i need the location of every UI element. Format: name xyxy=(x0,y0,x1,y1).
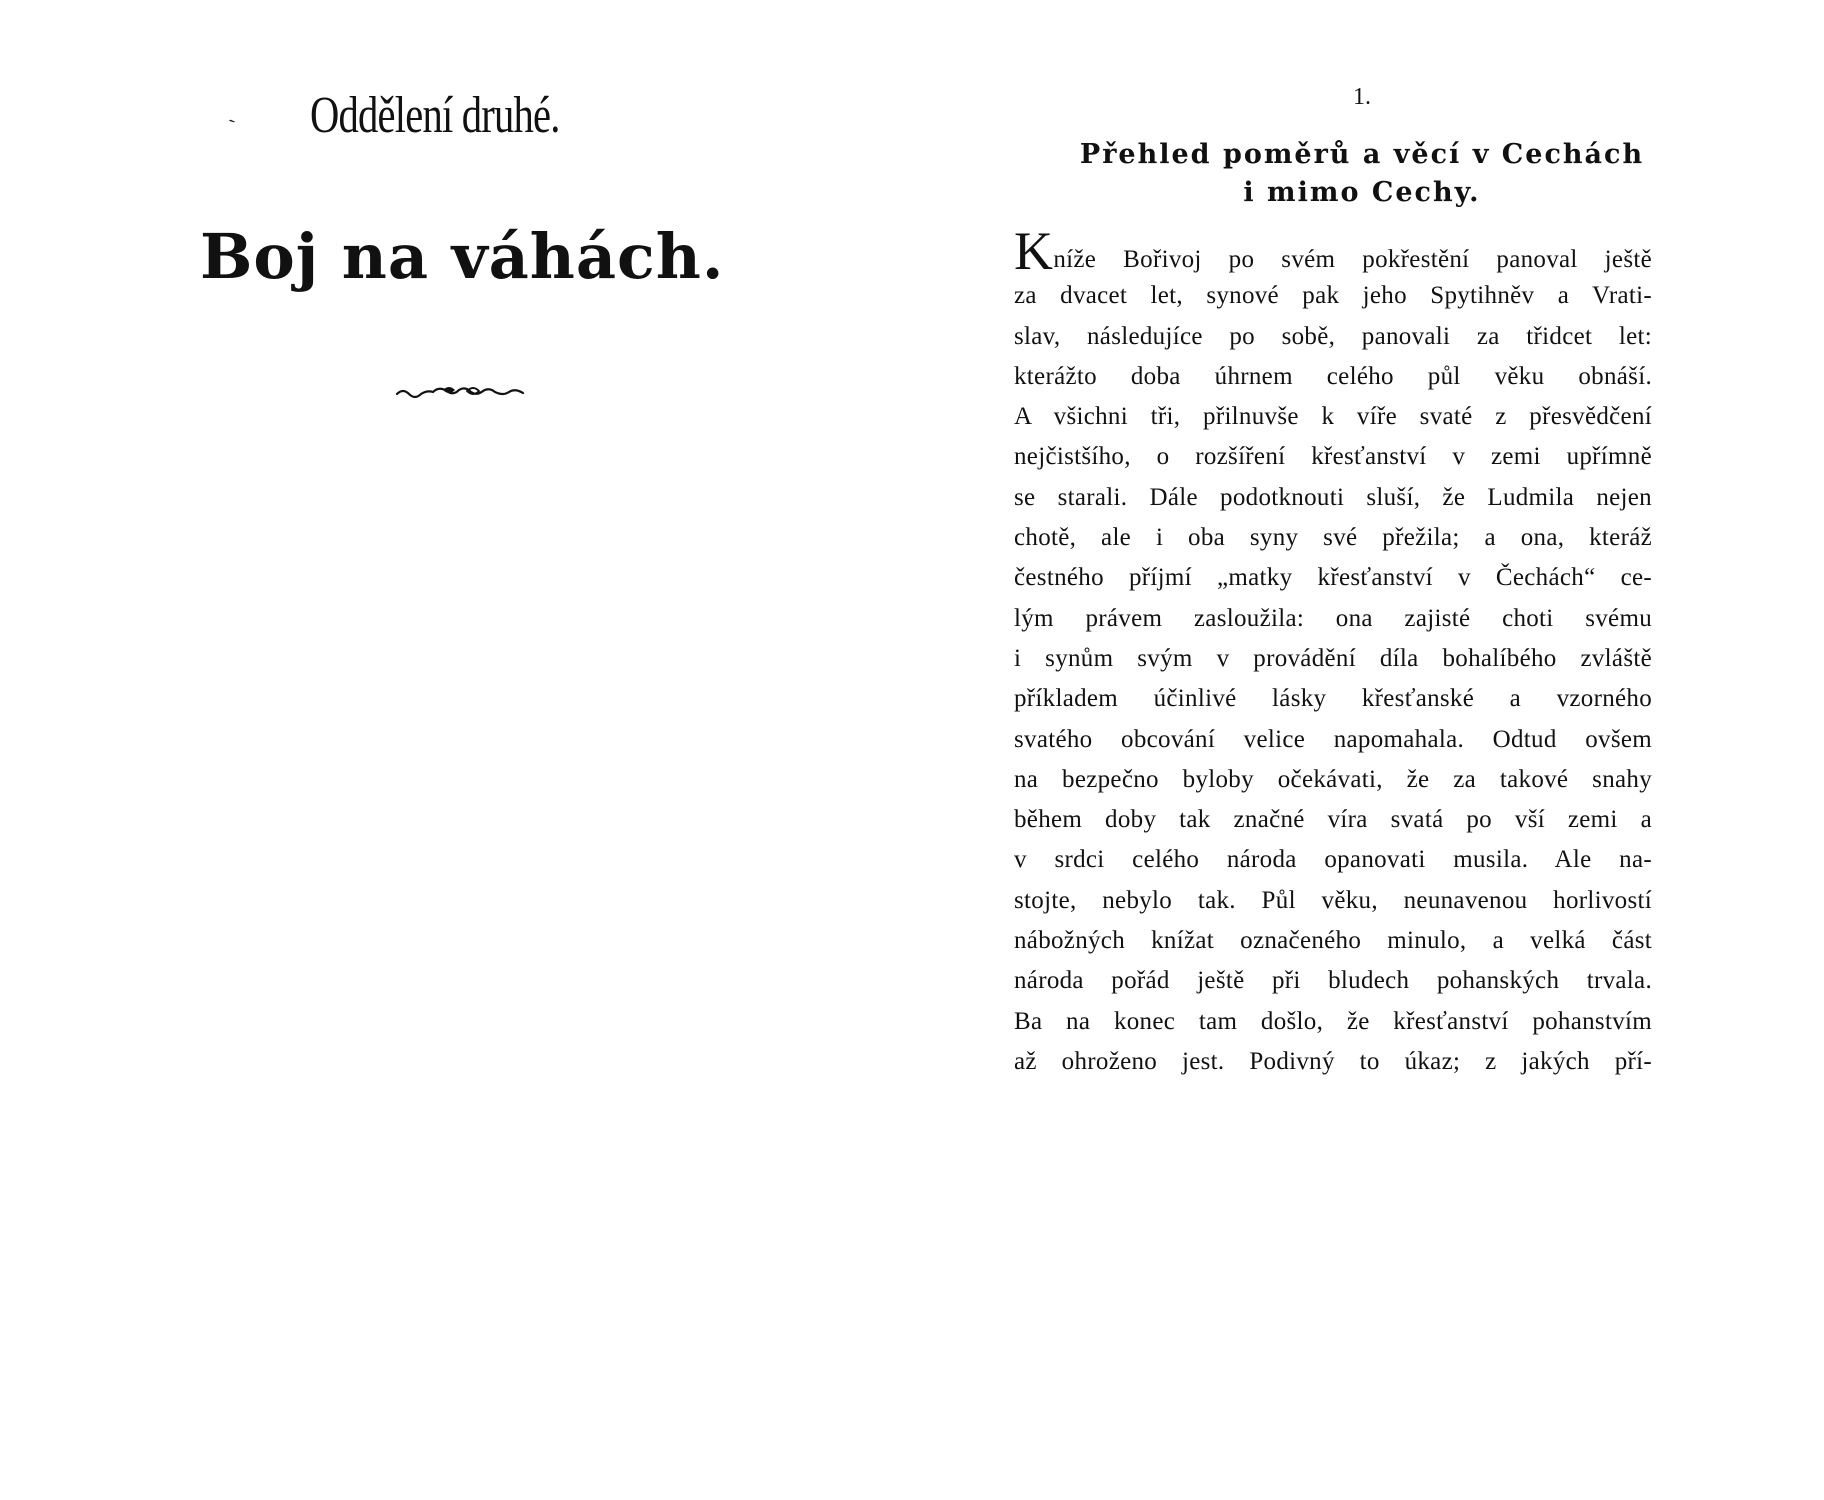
section-title: Boj na váhách. xyxy=(200,220,725,293)
body-text xyxy=(1014,221,1652,1082)
drop-initial: K xyxy=(1014,221,1054,281)
ornament-divider-icon xyxy=(395,380,525,404)
body-line: A všichni tři, přilnuvše k víře svaté z přesvědčení xyxy=(1014,403,1652,431)
body-line: stojte, nebylo tak. Půl věku, neunavenou horlivostí xyxy=(1014,886,1652,914)
body-line: za dvacet let, synové pak jeho Spytihněv a Vrati- xyxy=(1014,282,1652,310)
body-line: se starali. Dále podotknouti sluší, že Ludmila nejen xyxy=(1014,483,1652,511)
body-line: národa pořád ještě při bludech pohanských trvala. xyxy=(1014,967,1652,995)
body-line: čestného příjmí „matky křesťanství v Čechách“ ce- xyxy=(1014,564,1652,592)
body-line: na bezpečno byloby očekávati, že za takové snahy xyxy=(1014,765,1652,793)
body-line: Ba na konec tam došlo, že křesťanství pohanstvím xyxy=(1014,1007,1652,1035)
stray-mark: ` xyxy=(226,114,249,143)
body-line: kterážto doba úhrnem celého půl věku obnáší. xyxy=(1014,362,1652,390)
right-page xyxy=(912,0,1824,1500)
chapter-title-line-2: i mimo Cechy. xyxy=(1243,177,1481,208)
body-line: nejčistšího, o rozšíření křesťanství v zemi upřímně xyxy=(1014,443,1652,471)
body-line: nábožných knížat označeného minulo, a velká část xyxy=(1014,927,1652,955)
chapter-title-line-1: Přehled poměrů a věcí v Cechách xyxy=(1079,139,1645,170)
section-heading: Oddělení druhé. xyxy=(310,87,560,144)
body-line: svatého obcování velice napomahala. Odtud ovšem xyxy=(1014,725,1652,753)
body-line: i synům svým v provádění díla bohalíbého zvláště xyxy=(1014,644,1652,672)
body-line: lým právem zasloužila: ona zajisté choti svému xyxy=(1014,604,1652,632)
body-line xyxy=(1014,221,1652,281)
body-line: chotě, ale i oba syny své přežila; a ona, kteráž xyxy=(1014,524,1652,552)
first-line-text: níže Bořivoj po svém pokřestění panoval ještě xyxy=(1053,246,1652,273)
body-line: v srdci celého národa opanovati musila. Ale na- xyxy=(1014,846,1652,874)
chapter-number: 1. xyxy=(1353,84,1371,110)
body-line: příkladem účinlivé lásky křesťanské a vzorného xyxy=(1014,685,1652,713)
body-line: během doby tak značné víra svatá po vší zemi a xyxy=(1014,806,1652,834)
body-line: slav, následujíce po sobě, panovali za třidcet let: xyxy=(1014,322,1652,350)
chapter-title xyxy=(982,136,1742,212)
body-line: až ohroženo jest. Podivný to úkaz; z jakých pří- xyxy=(1014,1047,1652,1075)
